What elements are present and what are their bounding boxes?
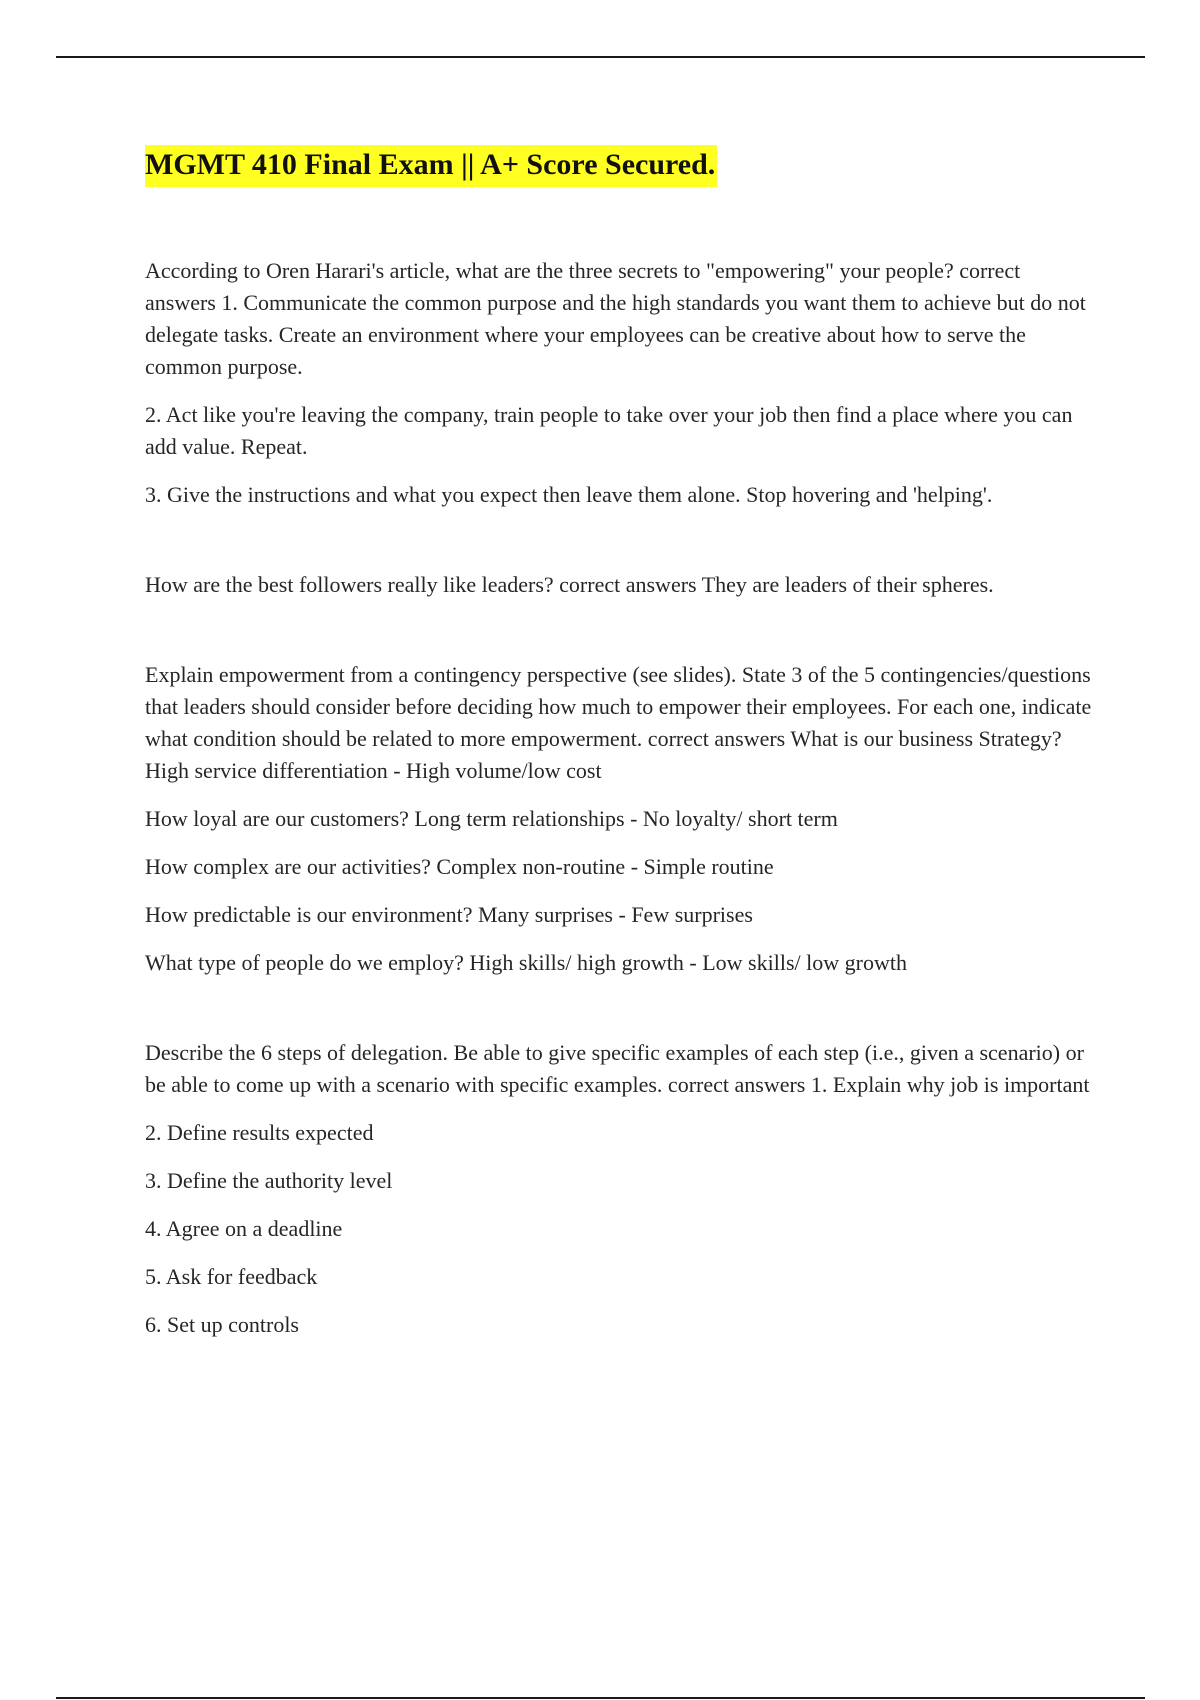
bottom-rule bbox=[56, 1697, 1145, 1699]
question-paragraph: Describe the 6 steps of delegation. Be able to give specific examples of each step (i.e., given a scenario) or be able to come up with a scenario with specific examples. correct answers 1. Explain why job is important bbox=[145, 1040, 1090, 1097]
answer-paragraph: What type of people do we employ? High skills/ high growth - Low skills/ low growth bbox=[145, 950, 907, 975]
answer-paragraph: 4. Agree on a deadline bbox=[145, 1216, 343, 1241]
answer-paragraph: How complex are our activities? Complex non-routine - Simple routine bbox=[145, 854, 774, 879]
question-paragraph: According to Oren Harari's article, what are the three secrets to "empowering" your people? correct answers 1. Communicate the common purpose and the high standards you want them to achieve but do not delegate tasks. Create an environment where your employees can be creative about how to serve the common purpose. bbox=[145, 258, 1086, 379]
answer-paragraph: 5. Ask for feedback bbox=[145, 1264, 318, 1289]
qa-block-empowering-secrets bbox=[145, 255, 1095, 511]
document-body bbox=[145, 145, 1095, 1357]
qa-block-contingency bbox=[145, 659, 1095, 979]
answer-paragraph: 6. Set up controls bbox=[145, 1312, 299, 1337]
qa-block-delegation bbox=[145, 1037, 1095, 1341]
question-paragraph: How are the best followers really like leaders? correct answers They are leaders of their spheres. bbox=[145, 572, 994, 597]
document-title: MGMT 410 Final Exam || A+ Score Secured. bbox=[145, 145, 717, 187]
top-rule bbox=[56, 56, 1145, 58]
answer-paragraph: 2. Act like you're leaving the company, train people to take over your job then find a place where you can add value. Repeat. bbox=[145, 402, 1073, 459]
answer-paragraph: 3. Give the instructions and what you expect then leave them alone. Stop hovering and 'helping'. bbox=[145, 482, 993, 507]
answer-paragraph: How loyal are our customers? Long term relationships - No loyalty/ short term bbox=[145, 806, 838, 831]
answer-paragraph: 2. Define results expected bbox=[145, 1120, 374, 1145]
qa-block-followers bbox=[145, 569, 1095, 601]
answer-paragraph: 3. Define the authority level bbox=[145, 1168, 393, 1193]
answer-paragraph: How predictable is our environment? Many surprises - Few surprises bbox=[145, 902, 753, 927]
question-paragraph: Explain empowerment from a contingency perspective (see slides). State 3 of the 5 contingencies/questions that leaders should consider before deciding how much to empower their employees. For each one, indicate what condition should be related to more empowerment. correct answers What is our business Strategy? High service differentiation - High volume/low cost bbox=[145, 662, 1092, 783]
